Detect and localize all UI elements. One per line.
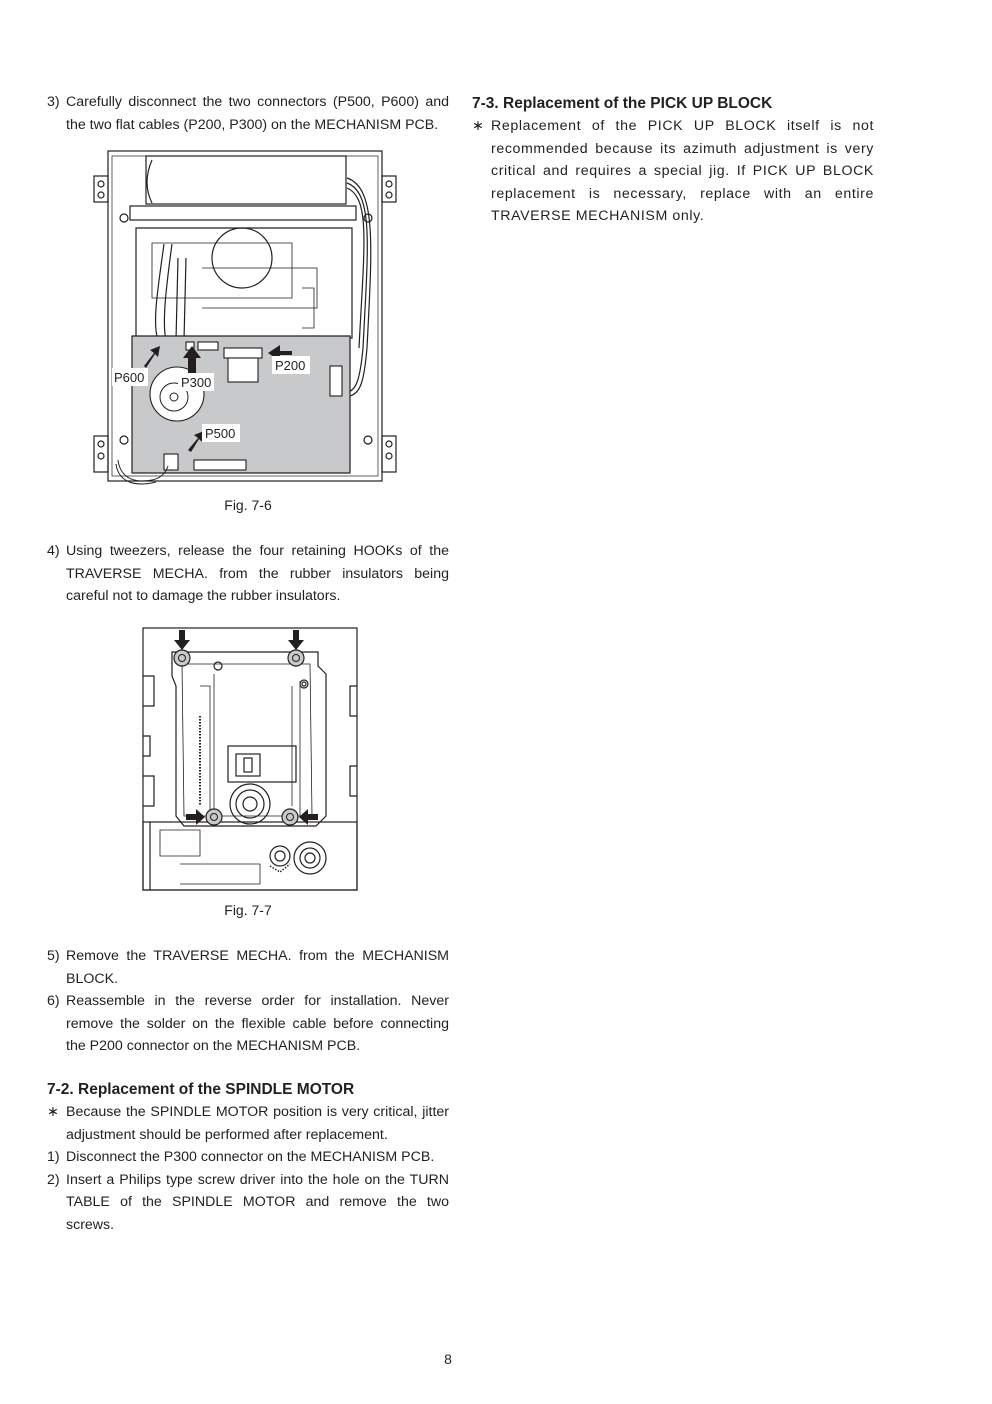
step-6-number: 6) (47, 993, 60, 1010)
step-6 (47, 990, 449, 1058)
step-4 (47, 540, 449, 608)
step-5-number: 5) (47, 948, 60, 964)
section-7-2-step-2 (47, 1169, 449, 1237)
section-7-2-step-2-number: 2) (47, 1171, 60, 1188)
step-4-text: Using tweezers, release the four retaining HOOKs of the TRAVERSE MECHA. from the rubber insulators being careful not to damage the rubber insulators. (66, 543, 449, 605)
section-7-2-step-1-number: 1) (47, 1149, 60, 1166)
step-3 (47, 91, 449, 136)
label-p600: P600 (114, 370, 145, 385)
step-5-text: Remove the TRAVERSE MECHA. from the MECHANISM BLOCK. (66, 948, 449, 987)
right-column (472, 93, 874, 228)
left-column (47, 91, 449, 136)
step-6-text: Reassemble in the reverse order for installation. Never remove the solder on the flexible cable before connecting the P200 connector on the MECHANISM PCB. (66, 993, 449, 1055)
left-column-lower (47, 945, 449, 1237)
fig-7-6-diagram (92, 148, 402, 488)
section-7-2-step-2-text: Insert a Philips type screw driver into the hole on the TURN TABLE of the SPINDLE MOTOR and remove the two screws. (66, 1171, 449, 1233)
section-7-2-step-1-text: Disconnect the P300 connector on the MECHANISM PCB. (66, 1149, 435, 1166)
section-7-3-note (472, 115, 874, 228)
label-p500: P500 (205, 426, 236, 441)
section-7-3-note-text: Replacement of the PICK UP BLOCK itself is not recommended because its azimuth adjustment is very critical and requires a special jig. If PICK UP BLOCK replacement is necessary, replace with an entire TRAVERSE MECHANISM only. (491, 118, 874, 225)
step-5 (47, 945, 449, 990)
section-7-2-note (47, 1101, 449, 1146)
fig-7-6-caption: Fig. 7-6 (224, 497, 272, 513)
fig-7-7-caption: Fig. 7-7 (224, 902, 272, 918)
section-7-2-step-1 (47, 1146, 449, 1169)
page-number: 8 (444, 1351, 452, 1367)
section-7-3-note-mark: ∗ (472, 118, 485, 134)
fig-7-7-diagram (140, 626, 366, 894)
label-p300: P300 (181, 375, 212, 390)
label-p200: P200 (275, 358, 306, 373)
step-4-number: 4) (47, 543, 60, 559)
section-7-2-heading: 7-2. Replacement of the SPINDLE MOTOR (47, 1080, 355, 1098)
section-7-3-heading: 7-3. Replacement of the PICK UP BLOCK (472, 95, 773, 112)
left-column-step-4 (47, 540, 449, 608)
step-3-number: 3) (47, 94, 60, 110)
section-7-2-note-mark: ∗ (47, 1103, 59, 1120)
section-7-2-note-text: Because the SPINDLE MOTOR position is very critical, jitter adjustment should be performed after replacement. (66, 1103, 449, 1143)
step-3-text: Carefully disconnect the two connectors (P500, P600) and the two flat cables (P200, P300) on the MECHANISM PCB. (66, 94, 449, 133)
